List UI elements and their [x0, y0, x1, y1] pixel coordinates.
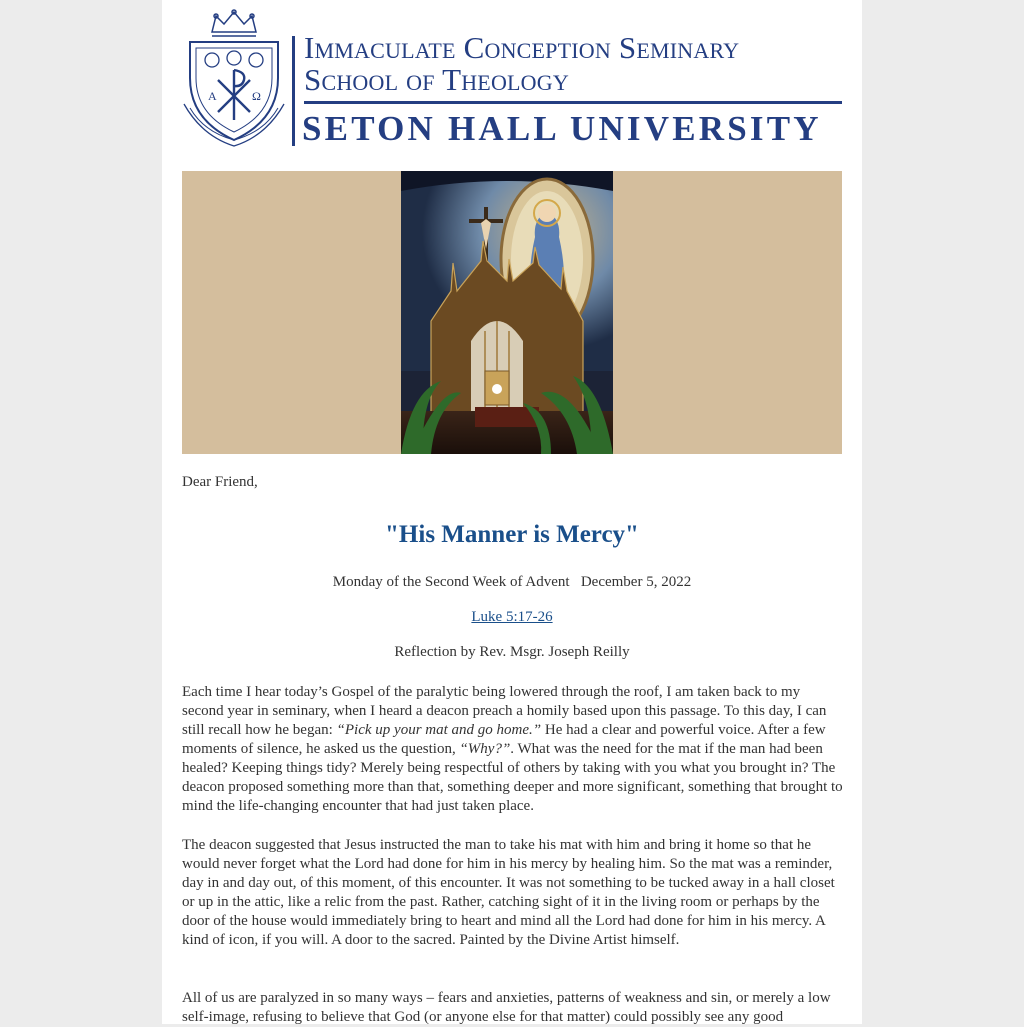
masthead-seminary-name: Immaculate Conception Seminary	[304, 30, 740, 65]
greeting: Dear Friend,	[182, 474, 258, 490]
email-page	[162, 0, 862, 1024]
masthead	[182, 8, 842, 150]
paragraph-text: Each time I hear today’s Gospel of the paralytic being lowered through the roof, I am taken back to my second year in seminary, when I heard a deacon preach a homily based upon this passage. To this day, I can still recall how he began:	[182, 684, 827, 738]
body-paragraph-1	[182, 683, 844, 816]
quoted-phrase: “Why?”	[459, 741, 511, 757]
scripture-reference	[182, 609, 842, 626]
seminary-crest-logo	[182, 8, 286, 148]
quoted-phrase: “Pick up your mat and go home.”	[336, 722, 542, 738]
liturgical-dateline: Monday of the Second Week of Advent December 5, 2022	[332, 574, 692, 590]
paragraph-text: He had a clear and powerful voice. After a few moments of silence, he asked us the question,	[182, 722, 826, 757]
masthead-divider-vertical	[292, 36, 295, 146]
paragraph-text: . What was the need for the mat if the man had been healed? Keeping things tidy? Merely being respectful of others by taking with you what you brought in? The deacon proposed something more than that, something deeper and more significant, something that brought to mind the life-changing encounter that had just taken place.	[182, 741, 843, 814]
reflection-title: "His Manner is Mercy"	[385, 521, 639, 548]
masthead-divider-horizontal	[304, 101, 842, 104]
author-byline: Reflection by Rev. Msgr. Joseph Reilly	[394, 644, 630, 660]
masthead-school-name: School of Theology	[304, 62, 569, 97]
chapel-altar-photo	[401, 171, 613, 454]
body-paragraph-3: All of us are paralyzed in so many ways – fears and anxieties, patterns of weakness and sin, or merely a low self-image, refusing to believe that God (or anyone else for that matter) could possibly see any good	[182, 990, 831, 1025]
hero-banner	[182, 171, 842, 454]
scripture-link[interactable]: Luke 5:17-26	[471, 609, 553, 625]
svg-text:A: A	[208, 89, 217, 103]
body-paragraph-2: The deacon suggested that Jesus instructed the man to take his mat with him and bring it home so that he would never forget what the Lord had done for him in his mercy by healing him. So the mat was a reminder, day in and day out, of this moment, of this encounter. It was not something to be tucked away in a hall closet or up in the attic, like a relic from the past. Rather, catching sight of it in the living room or perhaps by the door of the house would immediately bring to heart and mind all the Lord had done for him in his mercy. A kind of icon, if you will. A door to the sacred. Painted by the Divine Artist himself.	[182, 837, 835, 948]
svg-text:Ω: Ω	[252, 89, 261, 103]
masthead-university-name: SETON HALL UNIVERSITY	[302, 109, 822, 148]
